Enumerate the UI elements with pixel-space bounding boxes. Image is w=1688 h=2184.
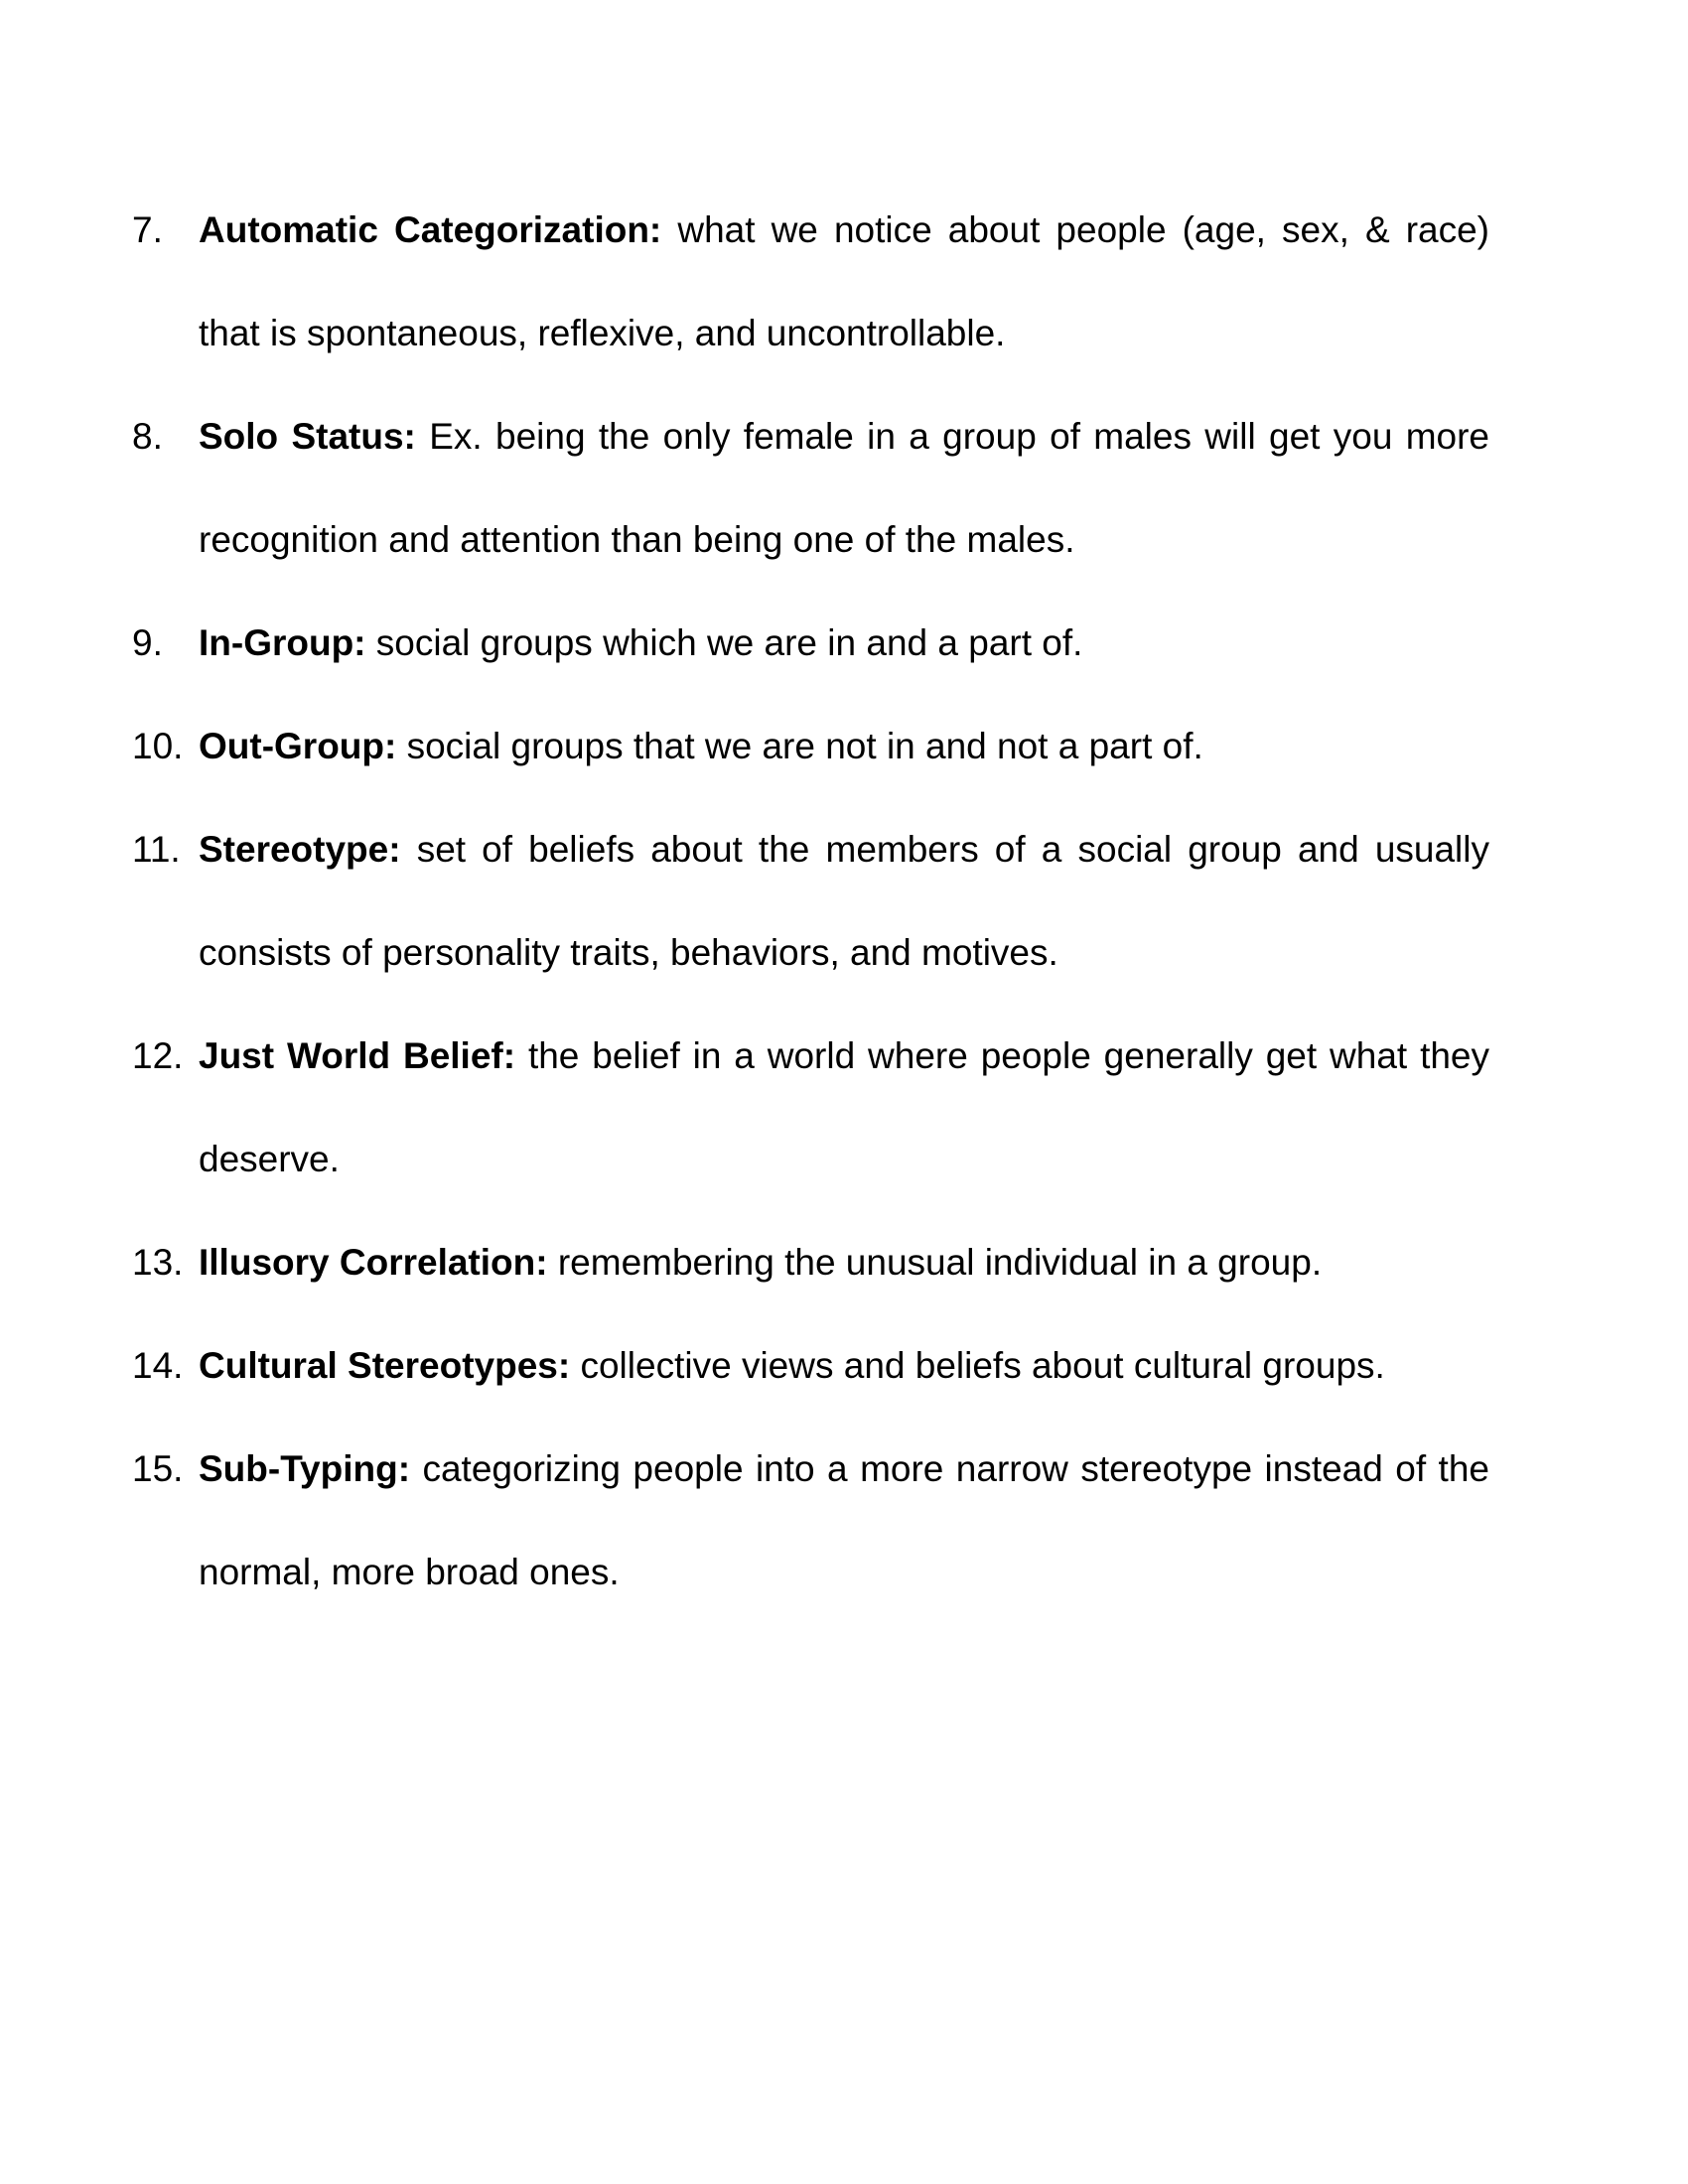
item-number: 9. [132, 622, 163, 663]
item-text [199, 1005, 1489, 1211]
item-definition: social groups which we are in and a part of. [375, 622, 1083, 663]
item-term: In-Group: [199, 622, 366, 663]
item-definition: set of beliefs about the members of a social group and usually consists of personality traits, behaviors, and motives. [199, 829, 1489, 973]
item-text [199, 592, 1489, 695]
item-term: Cultural Stereotypes: [199, 1345, 571, 1386]
list-item [132, 592, 1489, 695]
item-definition: what we notice about people (age, sex, & race) that is spontaneous, reflexive, and uncontrollable. [199, 209, 1489, 353]
item-number: 11. [132, 829, 181, 870]
list-item [132, 385, 1489, 592]
item-definition: collective views and beliefs about cultural groups. [580, 1345, 1385, 1386]
definition-list [132, 179, 1489, 1624]
item-term: Illusory Correlation: [199, 1242, 548, 1283]
list-item [132, 1314, 1489, 1418]
item-number: 10. [132, 726, 184, 766]
list-item [132, 179, 1489, 385]
item-number: 15. [132, 1448, 184, 1489]
item-text [199, 1418, 1489, 1624]
list-item [132, 1418, 1489, 1624]
item-definition: categorizing people into a more narrow stereotype instead of the normal, more broad ones. [199, 1448, 1489, 1592]
list-item [132, 798, 1489, 1005]
item-text [199, 798, 1489, 1005]
item-text [199, 695, 1489, 798]
item-text [199, 179, 1489, 385]
item-number: 8. [132, 416, 163, 457]
item-definition: social groups that we are not in and not a part of. [406, 726, 1203, 766]
list-item [132, 1211, 1489, 1314]
item-term: Sub-Typing: [199, 1448, 411, 1489]
item-term: Out-Group: [199, 726, 397, 766]
item-text [199, 1211, 1489, 1314]
item-definition: Ex. being the only female in a group of males will get you more recognition and attention than being one of the males. [199, 416, 1490, 560]
item-text [199, 1314, 1489, 1418]
item-term: Automatic Categorization: [199, 209, 662, 250]
item-number: 12. [132, 1035, 184, 1076]
item-number: 13. [132, 1242, 184, 1283]
item-number: 7. [132, 209, 163, 250]
list-item [132, 695, 1489, 798]
list-item [132, 1005, 1489, 1211]
item-term: Solo Status: [199, 416, 416, 457]
item-definition: remembering the unusual individual in a group. [557, 1242, 1323, 1283]
item-text [199, 385, 1489, 592]
item-term: Stereotype: [199, 829, 401, 870]
item-term: Just World Belief: [199, 1035, 516, 1076]
item-definition: the belief in a world where people generally get what they deserve. [199, 1035, 1489, 1179]
item-number: 14. [132, 1345, 184, 1386]
